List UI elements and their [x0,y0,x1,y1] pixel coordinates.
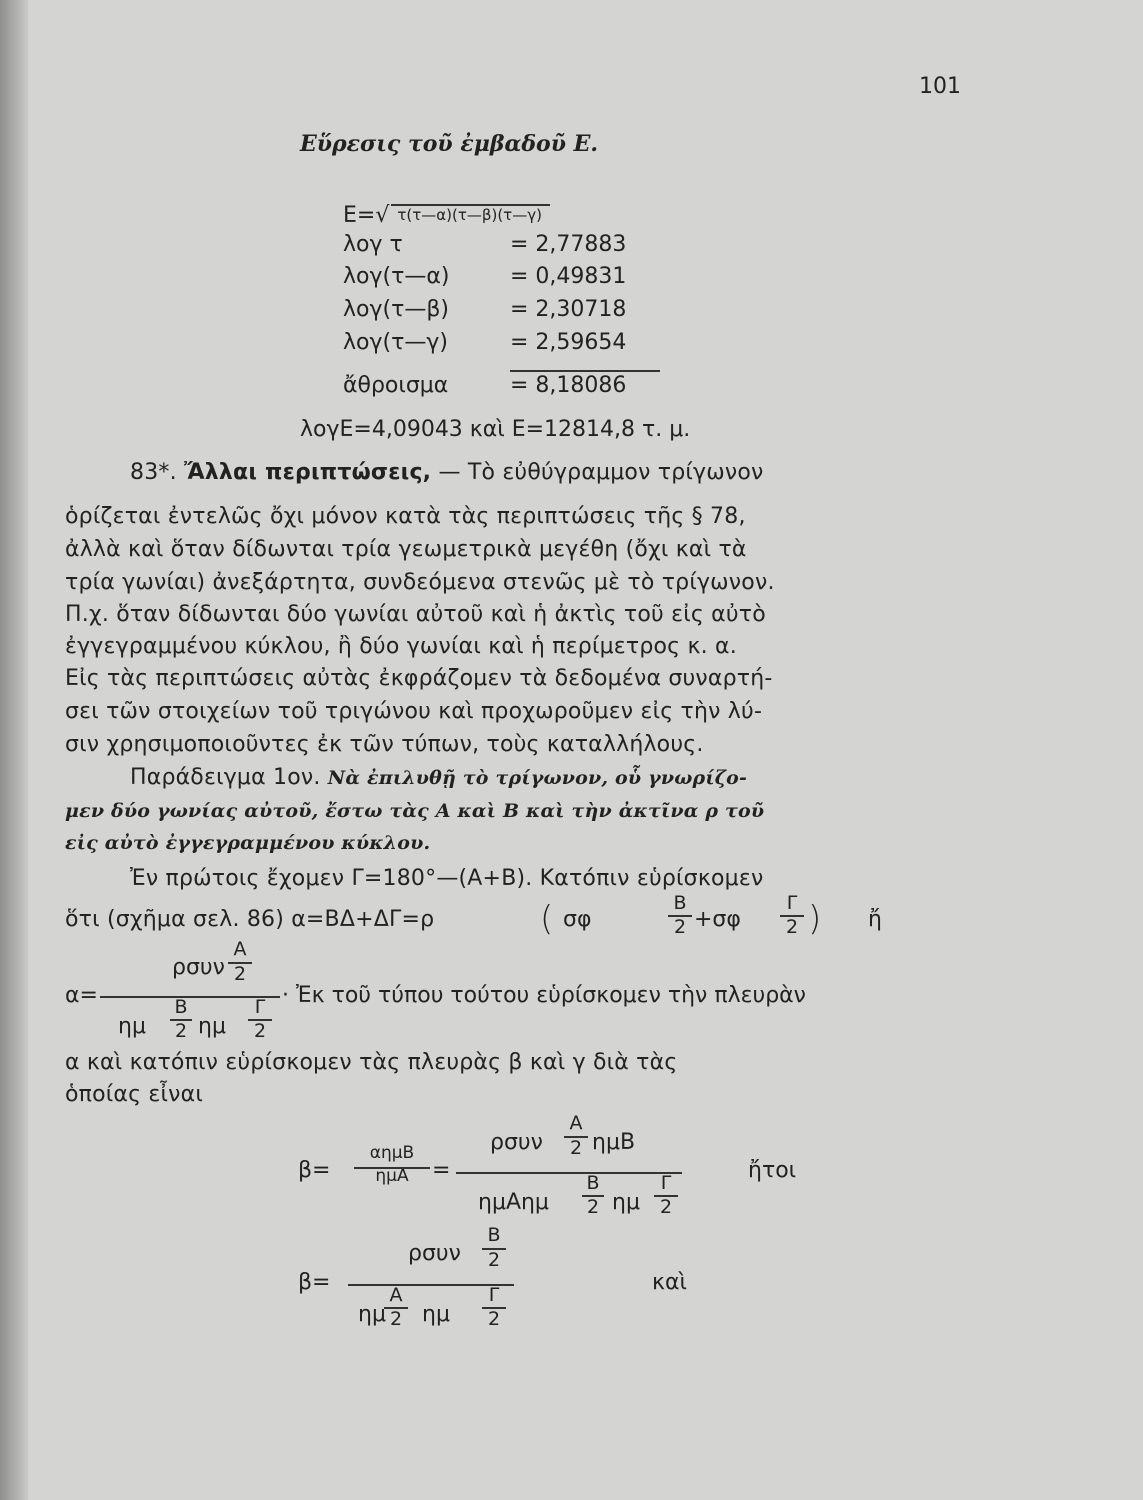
paragraph-line: ἀλλὰ καὶ ὅταν δίδωνται τρία γεωμετρικὰ μεγέθη (ὄχι καὶ τὰ [65,537,747,562]
frac-num: Γ [488,1284,500,1306]
log-label: λογ(τ—γ) [343,330,448,355]
left-paren: ( [540,899,554,939]
frac-den: 2 [586,1196,600,1218]
eq3-lhs: β= [298,1158,331,1183]
frac-bar [248,1019,272,1021]
log-value: = 2,59654 [510,330,627,355]
eq3-eq: = [432,1158,451,1183]
eq3-word: ἤτοι [748,1158,797,1183]
example-line: εἰς αὐτὸ ἐγγεγραμμένου κύκλου. [65,832,431,854]
frac-g-2 [248,998,272,1041]
eq2-lhs: α= [65,983,98,1008]
text-line: α καὶ κατόπιν εὑρίσκομεν τὰς πλευρὰς β καὶ γ διὰ τὰς [65,1050,678,1075]
frac-ahmb-hma [354,1145,430,1185]
section-title: Εὕρεσις τοῦ ἐμβαδοῦ Ε. [300,131,599,157]
frac-den: 2 [569,1137,583,1159]
frac-num: Γ [660,1172,672,1194]
text-line: Ἐν πρώτοις ἔχομεν Γ=180°—(Α+Β). Κατόπιν εὑρίσκομεν [130,866,764,891]
frac-den: 2 [389,1308,403,1330]
paragraph-line: σει τῶν στοιχείων τοῦ τριγώνου καὶ προχωροῦμεν εἰς τὴν λύ- [65,699,763,724]
frac-bar [582,1195,604,1197]
result-line: λογΕ=4,09043 καὶ Ε=12814,8 τ. μ. [300,417,691,442]
frac-bar [564,1136,588,1138]
log-value: = 0,49831 [510,264,627,289]
log-label: λογ(τ—α) [343,264,450,289]
eq3-num2b: ημΒ [592,1130,636,1155]
example-line: μεν δύο γωνίας αὐτοῦ, ἔστω τὰς Α καὶ Β καὶ τὴν ἀκτῖνα ρ τοῦ [65,800,765,822]
eq2-text: · Ἐκ τοῦ τύπου τούτου εὑρίσκομεν τὴν πλευρὰν [282,983,806,1008]
eq4-word: καὶ [652,1270,687,1295]
log-value: = 8,18086 [510,373,627,398]
eq4-lhs: β= [298,1270,331,1295]
frac-b-2 [482,1226,506,1270]
eq1-or: ἤ [868,907,882,932]
eq3-den2b: ημ [612,1190,640,1215]
eq4-num: ρσυν [408,1241,461,1266]
frac-den: 2 [253,1020,267,1042]
example-line: Νὰ ἐπιλυθῇ τὸ τρίγωνον, οὗ γνωρίζο- [327,767,748,789]
frac-den: 2 [785,916,799,938]
frac-bar [482,1248,506,1250]
frac-bar [354,1167,430,1169]
frac-a-2 [564,1114,588,1158]
frac-den: 2 [174,1020,188,1042]
eq1-sf: σφ [563,907,592,932]
frac-den: 2 [233,963,247,985]
sum-rule [510,370,660,372]
frac-den: 2 [487,1308,501,1330]
example-first-line [130,765,747,790]
frac-den: ημΑ [375,1166,409,1186]
frac-bar [482,1307,506,1309]
frac-den: 2 [673,916,687,938]
frac-bar [228,962,252,964]
frac-b-2 [668,894,692,937]
frac-g-2 [780,894,804,937]
frac-num: Β [673,892,687,914]
section83-first-line [130,460,764,485]
eq2-den2: ημ [198,1014,226,1039]
text-line: ὁποίας εἶναι [65,1082,203,1107]
frac-g-2 [482,1286,506,1329]
frac-num: Α [233,938,247,960]
frac-num: Γ [786,892,798,914]
eq4-den2: ημ [422,1302,450,1327]
paragraph-line: τρία γωνίαι) ἀνεξάρτητα, συνδεόμενα στενῶς μὲ τὸ τρίγωνον. [65,570,775,595]
frac-bar [668,915,692,917]
frac-num: αημΒ [369,1143,415,1163]
frac-a-2 [384,1286,408,1329]
page-edge-shadow [0,0,28,1500]
frac-num: Β [586,1172,600,1194]
frac-b-2 [582,1174,604,1217]
text-line: ὅτι (σχῆμα σελ. 86) α=ΒΔ+ΔΓ=ρ [65,907,435,932]
frac-num: Α [389,1284,403,1306]
log-value: = 2,30718 [510,297,627,322]
log-label: ἄθροισμα [343,373,449,398]
paragraph-line: σιν χρησιμοποιοῦντες ἐκ τῶν τύπων, τοὺς καταλλήλους. [65,732,704,757]
section-heading: Ἄλλαι περιπτώσεις, [184,460,432,485]
frac-g-2 [654,1174,678,1217]
example-heading: Παράδειγμα 1ον. [130,765,321,790]
area-formula [343,203,550,228]
main-fraction-bar [456,1172,682,1174]
frac-bar [170,1019,192,1021]
eq3-den2: ημΑημ [478,1190,549,1215]
frac-num: Β [174,996,188,1018]
paragraph-line: Π.χ. ὅταν δίδωνται δύο γωνίαι αὐτοῦ καὶ ἡ ἀκτὶς τοῦ εἰς αὐτὸ [65,602,766,627]
paragraph-line: — Τὸ εὐθύγραμμον τρίγωνον [438,460,764,485]
area-formula-radicand: τ(τ—α)(τ—β)(τ—γ) [391,204,550,224]
eq3-num2: ρσυν [490,1130,543,1155]
eq1-plus-sf: +σφ [694,907,741,932]
paragraph-line: ἐγγεγραμμένου κύκλου, ἢ δύο γωνίαι καὶ ἡ περίμετρος κ. α. [65,634,737,659]
log-label: λογ(τ—β) [343,297,449,322]
right-paren: ) [808,899,822,939]
eq4-den1: ημ [358,1302,386,1327]
log-value: = 2,77883 [510,232,627,257]
frac-num: Β [487,1224,501,1246]
frac-bar [654,1195,678,1197]
eq2-num: ρσυν [172,955,225,980]
area-formula-lhs: Ε=√ [343,203,390,228]
frac-den: 2 [659,1196,673,1218]
frac-den: 2 [487,1249,501,1271]
frac-num: Γ [254,996,266,1018]
section-number: 83*. [130,460,177,485]
paragraph-line: ὁρίζεται ἐντελῶς ὄχι μόνον κατὰ τὰς περιπτώσεις τῆς § 78, [65,504,746,529]
paragraph-line: Εἰς τὰς περιπτώσεις αὐτὰς ἐκφράζομεν τὰ δεδομένα συναρτή- [65,666,773,691]
frac-bar [384,1307,408,1309]
frac-num: Α [569,1112,583,1134]
frac-b-2 [170,998,192,1041]
eq2-den1: ημ [118,1014,146,1039]
log-label: λογ τ [343,232,403,257]
frac-bar [780,915,804,917]
page-number: 101 [919,74,961,99]
frac-a-2 [228,940,252,984]
